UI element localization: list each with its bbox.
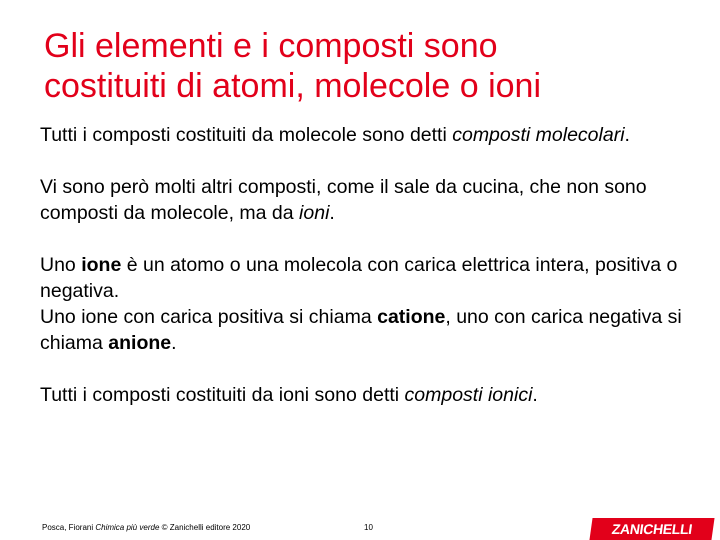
term-composti-ionici: composti ionici <box>404 384 533 406</box>
title-line-1: Gli elementi e i composti sono <box>44 27 498 65</box>
text: Uno <box>40 254 82 276</box>
term-catione: catione <box>377 306 446 328</box>
publisher-logo: ZANICHELLI <box>589 518 714 540</box>
footer-credits <box>42 523 250 533</box>
text: Tutti i composti costituiti da ioni sono detti <box>40 384 405 406</box>
term-ioni: ioni <box>299 202 330 224</box>
paragraph-ionic-compounds <box>40 382 690 408</box>
text: . <box>171 332 177 354</box>
page-number: 10 <box>364 523 373 532</box>
text: . <box>624 124 630 146</box>
text: Tutti i composti costituiti da molecole sono detti <box>40 124 453 146</box>
footer-book-title: Chimica più verde <box>95 523 160 532</box>
slide-title <box>44 26 684 106</box>
text: , uno con carica negativa si chiama <box>40 306 682 354</box>
text: è un atomo o una molecola con carica elettrica intera, positiva o negativa. <box>40 254 678 302</box>
paragraph-ions-intro <box>40 174 690 226</box>
text: . <box>532 384 538 406</box>
term-composti-molecolari: composti molecolari <box>452 124 625 146</box>
footer-publisher: © Zanichelli editore 2020 <box>159 523 251 532</box>
title-line-2: costituiti di atomi, molecole o ioni <box>44 67 542 105</box>
slide-body <box>40 122 690 408</box>
paragraph-molecular-compounds <box>40 122 690 148</box>
text: Vi sono però molti altri composti, come il sale da cucina, che non sono composti da molecole, ma da <box>40 176 647 224</box>
text: Uno ione con carica positiva si chiama <box>40 306 378 328</box>
term-ione: ione <box>81 254 122 276</box>
footer-authors: Posca, Fiorani <box>42 523 96 532</box>
term-anione: anione <box>108 332 172 354</box>
text: . <box>329 202 335 224</box>
paragraph-ion-definition <box>40 252 690 356</box>
